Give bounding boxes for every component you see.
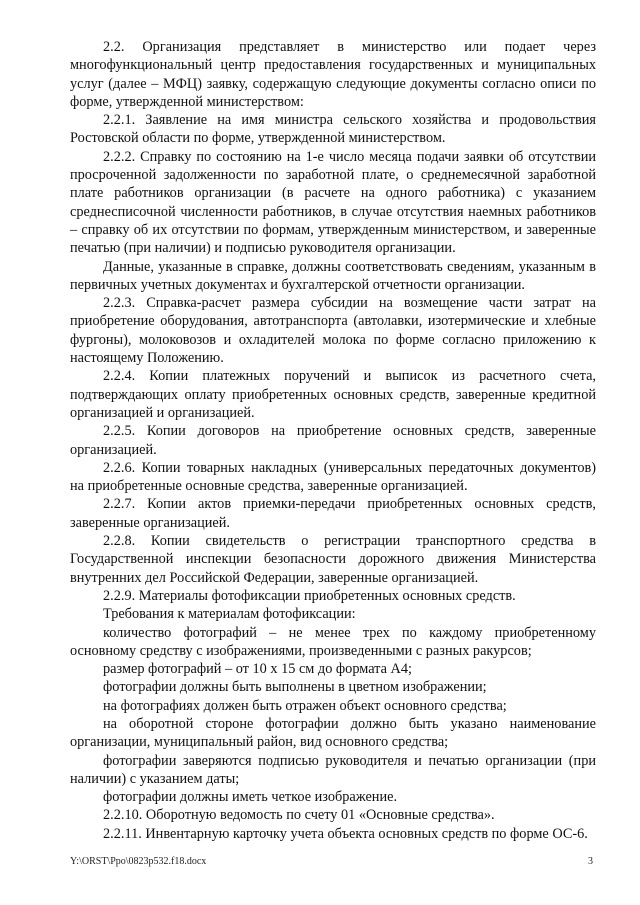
paragraph-photo-certification: фотографии заверяются подписью руководителя и печатью организации (при наличии) с указанием даты; (70, 752, 596, 787)
paragraph-photo-object: на фотографиях должен быть отражен объект основного средства; (103, 697, 507, 714)
paragraph-photo-requirements-heading: Требования к материалам фотофиксации: (103, 606, 356, 623)
document-body (70, 38, 596, 843)
paragraph-2-2-4: 2.2.4. Копии платежных поручений и выписок из расчетного счета, подтверждающих оплату приобретенных основных средств, заверенные кредитной организацией и организацией. (70, 368, 596, 421)
paragraph-photo-clarity: фотографии должны иметь четкое изображение. (103, 789, 398, 806)
paragraph-2-2-3: 2.2.3. Справка-расчет размера субсидии на возмещение части затрат на приобретение оборудования, автотранспорта (автолавки, изотермические и хлебные фургоны), молоковозов и охладителей молока по форме согласно приложению к настоящему Положению. (70, 295, 596, 367)
paragraph-2-2-9: 2.2.9. Материалы фотофиксации приобретенных основных средств. (103, 587, 516, 604)
paragraph-photo-size: размер фотографий – от 10 х 15 см до формата А4; (103, 661, 412, 678)
paragraph-certificate-data: Данные, указанные в справке, должны соответствовать сведениям, указанным в первичных учетных документах и бухгалтерской отчетности организации. (70, 258, 596, 293)
paragraph-photo-reverse-side: на оборотной стороне фотографии должно быть указано наименование организации, муниципальный район, вид основного средства; (70, 715, 596, 751)
paragraph-2-2-6: 2.2.6. Копии товарных накладных (универсальных передаточных документов) на приобретенные основные средства, заверенные организацией. (70, 459, 596, 495)
paragraph-2-2-2: 2.2.2. Справку по состоянию на 1-е число месяца подачи заявки об отсутствии просроченной задолженности по заработной плате, о среднемесячной заработной плате работников организации (в расчете на одного работника) с указанием среднесписочной численности работников, в случае отсутствия наемных работников – справку об их отсутствии по формам, утвержденным министерством, и заверенные печатью (при наличии) и подписью руководителя организации. (70, 148, 596, 257)
paragraph-2-2: 2.2. Организация представляет в министерство или подает через многофункциональный центр предоставления государственных и муниципальных услуг (далее – МФЦ) заявку, содержащую следующие документы согласно описи по форме, утвержденной министерством: (70, 39, 596, 110)
paragraph-2-2-8: 2.2.8. Копии свидетельств о регистрации транспортного средства в Государственной инспекции безопасности дорожного движения Министерства внутренних дел Российской Федерации, заверенные организацией. (70, 533, 596, 586)
paragraph-photo-color: фотографии должны быть выполнены в цветном изображении; (103, 679, 487, 696)
paragraph-2-2-1: 2.2.1. Заявление на имя министра сельского хозяйства и продовольствия Ростовской области по форме, утвержденной министерством. (70, 112, 596, 147)
footer-file-path: Y:\ORST\Ppo\0823p532.f18.docx (70, 856, 207, 867)
footer-page-number: 3 (588, 856, 593, 867)
paragraph-2-2-7: 2.2.7. Копии актов приемки-передачи приобретенных основных средств, заверенные организацией. (70, 496, 596, 531)
paragraph-2-2-10: 2.2.10. Оборотную ведомость по счету 01 «Основные средства». (103, 807, 495, 824)
paragraph-photo-count: количество фотографий – не менее трех по каждому приобретенному основному средству с изображениями, произведенными с разных ракурсов; (70, 624, 596, 659)
paragraph-2-2-5: 2.2.5. Копии договоров на приобретение основных средств, заверенные организацией. (70, 423, 596, 458)
paragraph-2-2-11: 2.2.11. Инвентарную карточку учета объекта основных средств по форме ОС-6. (103, 825, 588, 842)
